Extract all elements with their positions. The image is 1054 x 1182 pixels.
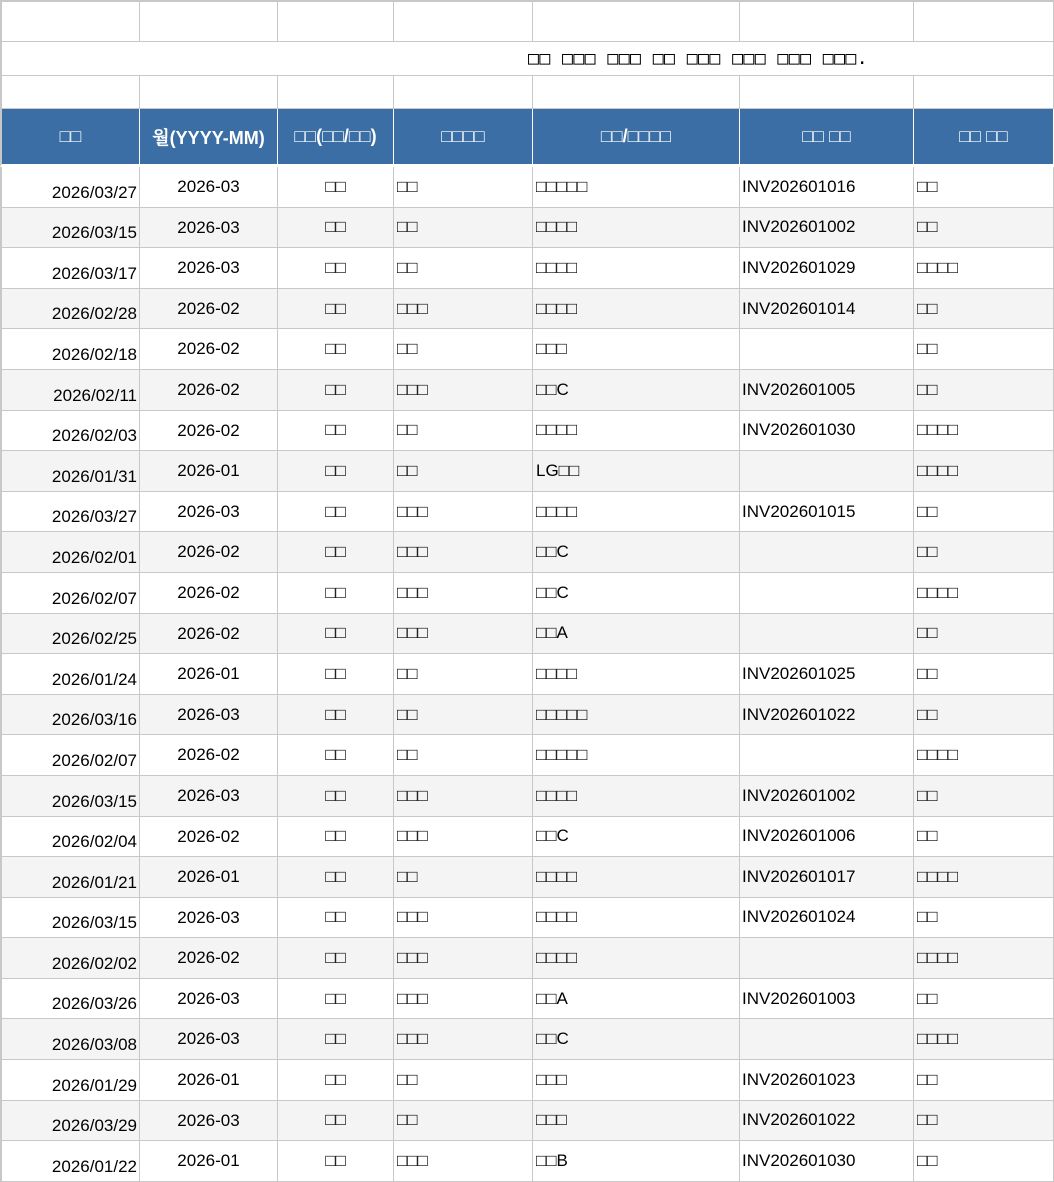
table-row — [0, 411, 1054, 452]
table-row — [0, 329, 1054, 370]
vendor-cell[interactable]: □□□□□ — [533, 167, 740, 208]
table-row — [0, 1101, 1054, 1142]
type-cell[interactable]: □□ — [278, 370, 394, 411]
table-row — [0, 208, 1054, 249]
vendor-cell[interactable]: □□C — [533, 532, 740, 573]
month-cell[interactable]: 2026-02 — [140, 735, 278, 776]
invoice-cell[interactable]: INV202601022 — [740, 1101, 914, 1142]
invoice-cell[interactable]: INV202601003 — [740, 979, 914, 1020]
vendor-cell[interactable]: □□C — [533, 1019, 740, 1060]
invoice-cell[interactable] — [740, 1019, 914, 1060]
vendor-cell[interactable]: □□□□ — [533, 898, 740, 939]
header-date[interactable]: □□ — [0, 109, 140, 167]
month-cell[interactable]: 2026-03 — [140, 492, 278, 533]
status-cell[interactable]: □□ — [914, 208, 1054, 249]
category-cell[interactable]: □□□ — [394, 1141, 533, 1182]
status-cell[interactable]: □□ — [914, 776, 1054, 817]
invoice-cell[interactable]: INV202601017 — [740, 857, 914, 898]
vendor-cell[interactable]: □□B — [533, 1141, 740, 1182]
date-cell[interactable]: 2026/01/24 — [0, 654, 140, 695]
vendor-cell[interactable]: □□□□□ — [533, 695, 740, 736]
empty-cell[interactable] — [533, 2, 740, 42]
category-cell[interactable]: □□□ — [394, 1019, 533, 1060]
table-body — [0, 167, 1054, 1182]
category-cell[interactable]: □□ — [394, 1060, 533, 1101]
status-cell[interactable]: □□ — [914, 289, 1054, 330]
invoice-cell[interactable]: INV202601014 — [740, 289, 914, 330]
category-cell[interactable]: □□□ — [394, 776, 533, 817]
vendor-cell[interactable]: LG□□ — [533, 451, 740, 492]
category-cell[interactable]: □□ — [394, 451, 533, 492]
category-cell[interactable]: □□□ — [394, 938, 533, 979]
table-row — [0, 817, 1054, 858]
category-cell[interactable]: □□□ — [394, 614, 533, 655]
type-cell[interactable]: □□ — [278, 451, 394, 492]
category-cell[interactable]: □□ — [394, 411, 533, 452]
status-cell[interactable]: □□ — [914, 532, 1054, 573]
note-row — [0, 42, 1054, 76]
type-cell[interactable]: □□ — [278, 1101, 394, 1142]
vendor-cell[interactable]: □□C — [533, 817, 740, 858]
date-cell[interactable]: 2026/02/11 — [0, 370, 140, 411]
category-cell[interactable]: □□□ — [394, 370, 533, 411]
status-cell[interactable]: □□ — [914, 979, 1054, 1020]
vendor-cell[interactable]: □□□ — [533, 329, 740, 370]
type-cell[interactable]: □□ — [278, 532, 394, 573]
category-cell[interactable]: □□ — [394, 857, 533, 898]
type-cell[interactable]: □□ — [278, 614, 394, 655]
status-cell[interactable]: □□ — [914, 898, 1054, 939]
table-row — [0, 695, 1054, 736]
empty-row-spacer — [0, 76, 1054, 109]
empty-cell[interactable] — [533, 76, 740, 109]
month-cell[interactable]: 2026-03 — [140, 776, 278, 817]
category-cell[interactable]: □□□ — [394, 532, 533, 573]
table-row — [0, 857, 1054, 898]
type-cell[interactable]: □□ — [278, 938, 394, 979]
type-cell[interactable]: □□ — [278, 1141, 394, 1182]
invoice-cell[interactable] — [740, 938, 914, 979]
date-cell[interactable]: 2026/02/25 — [0, 614, 140, 655]
date-cell[interactable]: 2026/03/27 — [0, 167, 140, 208]
invoice-cell[interactable] — [740, 735, 914, 776]
category-cell[interactable]: □□ — [394, 735, 533, 776]
table-header-row — [0, 109, 1054, 167]
header-type[interactable]: □□(□□/□□) — [278, 109, 394, 167]
empty-cell[interactable] — [394, 76, 533, 109]
month-cell[interactable]: 2026-03 — [140, 898, 278, 939]
status-cell[interactable]: □□ — [914, 1060, 1054, 1101]
month-cell[interactable]: 2026-03 — [140, 167, 278, 208]
type-cell[interactable]: □□ — [278, 898, 394, 939]
empty-cell[interactable] — [740, 2, 914, 42]
status-cell[interactable]: □□ — [914, 1141, 1054, 1182]
empty-cell[interactable] — [278, 76, 394, 109]
type-cell[interactable]: □□ — [278, 695, 394, 736]
category-cell[interactable]: □□□ — [394, 492, 533, 533]
status-cell[interactable]: □□□□ — [914, 938, 1054, 979]
invoice-cell[interactable]: INV202601002 — [740, 208, 914, 249]
date-cell[interactable]: 2026/02/07 — [0, 573, 140, 614]
status-cell[interactable]: □□ — [914, 817, 1054, 858]
date-cell[interactable]: 2026/03/15 — [0, 898, 140, 939]
empty-cell[interactable] — [278, 2, 394, 42]
month-cell[interactable]: 2026-03 — [140, 208, 278, 249]
invoice-cell[interactable] — [740, 614, 914, 655]
vendor-cell[interactable]: □□□□ — [533, 248, 740, 289]
date-cell[interactable]: 2026/01/31 — [0, 451, 140, 492]
date-cell[interactable]: 2026/02/04 — [0, 817, 140, 858]
table-row — [0, 167, 1054, 208]
vendor-cell[interactable]: □□□□ — [533, 857, 740, 898]
vendor-cell[interactable]: □□□□ — [533, 654, 740, 695]
type-cell[interactable]: □□ — [278, 492, 394, 533]
type-cell[interactable]: □□ — [278, 167, 394, 208]
vendor-cell[interactable]: □□□□ — [533, 289, 740, 330]
month-cell[interactable]: 2026-02 — [140, 938, 278, 979]
type-cell[interactable]: □□ — [278, 857, 394, 898]
type-cell[interactable]: □□ — [278, 817, 394, 858]
empty-cell[interactable] — [140, 2, 278, 42]
empty-cell[interactable] — [0, 2, 140, 42]
header-category[interactable]: □□□□ — [394, 109, 533, 167]
category-cell[interactable]: □□ — [394, 208, 533, 249]
status-cell[interactable]: □□□□ — [914, 411, 1054, 452]
table-row — [0, 776, 1054, 817]
table-row — [0, 1060, 1054, 1101]
category-cell[interactable]: □□□ — [394, 979, 533, 1020]
type-cell[interactable]: □□ — [278, 654, 394, 695]
month-cell[interactable]: 2026-03 — [140, 248, 278, 289]
empty-row-top — [0, 0, 1054, 42]
vendor-cell[interactable]: □□□ — [533, 1060, 740, 1101]
table-row — [0, 654, 1054, 695]
vendor-cell[interactable]: □□□□ — [533, 411, 740, 452]
vendor-cell[interactable]: □□□□ — [533, 492, 740, 533]
note-text[interactable]: □□ □□□ □□□ □□ □□□ □□□ □□□ □□□. — [0, 42, 1054, 76]
type-cell[interactable]: □□ — [278, 1019, 394, 1060]
type-cell[interactable]: □□ — [278, 208, 394, 249]
month-cell[interactable]: 2026-02 — [140, 289, 278, 330]
invoice-cell[interactable]: INV202601022 — [740, 695, 914, 736]
month-cell[interactable]: 2026-02 — [140, 614, 278, 655]
status-cell[interactable]: □□□□ — [914, 1019, 1054, 1060]
invoice-cell[interactable]: INV202601023 — [740, 1060, 914, 1101]
date-cell[interactable]: 2026/02/07 — [0, 735, 140, 776]
date-cell[interactable]: 2026/02/02 — [0, 938, 140, 979]
invoice-cell[interactable] — [740, 451, 914, 492]
category-cell[interactable]: □□ — [394, 1101, 533, 1142]
type-cell[interactable]: □□ — [278, 1060, 394, 1101]
table-row — [0, 532, 1054, 573]
status-cell[interactable]: □□ — [914, 1101, 1054, 1142]
table-row — [0, 289, 1054, 330]
status-cell[interactable]: □□□□ — [914, 248, 1054, 289]
type-cell[interactable]: □□ — [278, 979, 394, 1020]
vendor-cell[interactable]: □□□ — [533, 1101, 740, 1142]
table-row — [0, 938, 1054, 979]
month-cell[interactable]: 2026-03 — [140, 1101, 278, 1142]
category-cell[interactable]: □□ — [394, 248, 533, 289]
month-cell[interactable]: 2026-02 — [140, 573, 278, 614]
month-cell[interactable]: 2026-03 — [140, 979, 278, 1020]
status-cell[interactable]: □□□□ — [914, 451, 1054, 492]
date-cell[interactable]: 2026/01/29 — [0, 1060, 140, 1101]
invoice-cell[interactable]: INV202601030 — [740, 411, 914, 452]
type-cell[interactable]: □□ — [278, 776, 394, 817]
status-cell[interactable]: □□ — [914, 654, 1054, 695]
empty-cell[interactable] — [914, 2, 1054, 42]
date-cell[interactable]: 2026/03/29 — [0, 1101, 140, 1142]
status-cell[interactable]: □□ — [914, 695, 1054, 736]
table-row — [0, 1141, 1054, 1182]
month-cell[interactable]: 2026-02 — [140, 329, 278, 370]
month-cell[interactable]: 2026-02 — [140, 532, 278, 573]
date-cell[interactable]: 2026/03/15 — [0, 776, 140, 817]
header-month[interactable]: 월(YYYY-MM) — [140, 109, 278, 167]
type-cell[interactable]: □□ — [278, 411, 394, 452]
date-cell[interactable]: 2026/03/16 — [0, 695, 140, 736]
type-cell[interactable]: □□ — [278, 735, 394, 776]
header-invoice[interactable]: □□ □□ — [740, 109, 914, 167]
table-row — [0, 735, 1054, 776]
empty-cell[interactable] — [394, 2, 533, 42]
table-row — [0, 898, 1054, 939]
invoice-cell[interactable] — [740, 329, 914, 370]
month-cell[interactable]: 2026-02 — [140, 817, 278, 858]
invoice-cell[interactable]: INV202601006 — [740, 817, 914, 858]
empty-cell[interactable] — [140, 76, 278, 109]
date-cell[interactable]: 2026/03/17 — [0, 248, 140, 289]
type-cell[interactable]: □□ — [278, 289, 394, 330]
invoice-cell[interactable]: INV202601025 — [740, 654, 914, 695]
header-status[interactable]: □□ □□ — [914, 109, 1054, 167]
month-cell[interactable]: 2026-01 — [140, 451, 278, 492]
table-row — [0, 614, 1054, 655]
empty-cell[interactable] — [740, 76, 914, 109]
header-vendor[interactable]: □□/□□□□ — [533, 109, 740, 167]
status-cell[interactable]: □□ — [914, 492, 1054, 533]
table-row — [0, 979, 1054, 1020]
month-cell[interactable]: 2026-02 — [140, 370, 278, 411]
date-cell[interactable]: 2026/03/26 — [0, 979, 140, 1020]
status-cell[interactable]: □□ — [914, 329, 1054, 370]
status-cell[interactable]: □□ — [914, 370, 1054, 411]
vendor-cell[interactable]: □□A — [533, 614, 740, 655]
status-cell[interactable]: □□ — [914, 614, 1054, 655]
invoice-cell[interactable]: INV202601002 — [740, 776, 914, 817]
category-cell[interactable]: □□ — [394, 329, 533, 370]
type-cell[interactable]: □□ — [278, 573, 394, 614]
category-cell[interactable]: □□□ — [394, 898, 533, 939]
month-cell[interactable]: 2026-02 — [140, 411, 278, 452]
month-cell[interactable]: 2026-01 — [140, 1141, 278, 1182]
type-cell[interactable]: □□ — [278, 248, 394, 289]
month-cell[interactable]: 2026-01 — [140, 654, 278, 695]
invoice-cell[interactable]: INV202601024 — [740, 898, 914, 939]
status-cell[interactable]: □□ — [914, 167, 1054, 208]
invoice-cell[interactable] — [740, 573, 914, 614]
vendor-cell[interactable]: □□C — [533, 370, 740, 411]
status-cell[interactable]: □□□□ — [914, 857, 1054, 898]
invoice-cell[interactable]: INV202601015 — [740, 492, 914, 533]
month-cell[interactable]: 2026-01 — [140, 857, 278, 898]
status-cell[interactable]: □□□□ — [914, 735, 1054, 776]
date-cell[interactable]: 2026/01/21 — [0, 857, 140, 898]
invoice-cell[interactable]: INV202601030 — [740, 1141, 914, 1182]
category-cell[interactable]: □□□ — [394, 573, 533, 614]
invoice-cell[interactable]: INV202601029 — [740, 248, 914, 289]
category-cell[interactable]: □□□ — [394, 817, 533, 858]
invoice-cell[interactable] — [740, 532, 914, 573]
empty-cell[interactable] — [0, 76, 140, 109]
date-cell[interactable]: 2026/03/08 — [0, 1019, 140, 1060]
table-row — [0, 573, 1054, 614]
vendor-cell[interactable]: □□□□□ — [533, 735, 740, 776]
date-cell[interactable]: 2026/03/27 — [0, 492, 140, 533]
category-cell[interactable]: □□ — [394, 695, 533, 736]
category-cell[interactable]: □□ — [394, 167, 533, 208]
month-cell[interactable]: 2026-03 — [140, 1019, 278, 1060]
invoice-cell[interactable]: INV202601005 — [740, 370, 914, 411]
date-cell[interactable]: 2026/02/01 — [0, 532, 140, 573]
vendor-cell[interactable]: □□C — [533, 573, 740, 614]
vendor-cell[interactable]: □□□□ — [533, 208, 740, 249]
month-cell[interactable]: 2026-03 — [140, 695, 278, 736]
vendor-cell[interactable]: □□□□ — [533, 938, 740, 979]
month-cell[interactable]: 2026-01 — [140, 1060, 278, 1101]
category-cell[interactable]: □□□ — [394, 289, 533, 330]
vendor-cell[interactable]: □□□□ — [533, 776, 740, 817]
date-cell[interactable]: 2026/02/03 — [0, 411, 140, 452]
status-cell[interactable]: □□□□ — [914, 573, 1054, 614]
date-cell[interactable]: 2026/03/15 — [0, 208, 140, 249]
table-row — [0, 1019, 1054, 1060]
table-row — [0, 370, 1054, 411]
date-cell[interactable]: 2026/01/22 — [0, 1141, 140, 1182]
date-cell[interactable]: 2026/02/18 — [0, 329, 140, 370]
category-cell[interactable]: □□ — [394, 654, 533, 695]
invoice-cell[interactable]: INV202601016 — [740, 167, 914, 208]
table-row — [0, 451, 1054, 492]
type-cell[interactable]: □□ — [278, 329, 394, 370]
date-cell[interactable]: 2026/02/28 — [0, 289, 140, 330]
table-row — [0, 492, 1054, 533]
table-row — [0, 248, 1054, 289]
vendor-cell[interactable]: □□A — [533, 979, 740, 1020]
empty-cell[interactable] — [914, 76, 1054, 109]
